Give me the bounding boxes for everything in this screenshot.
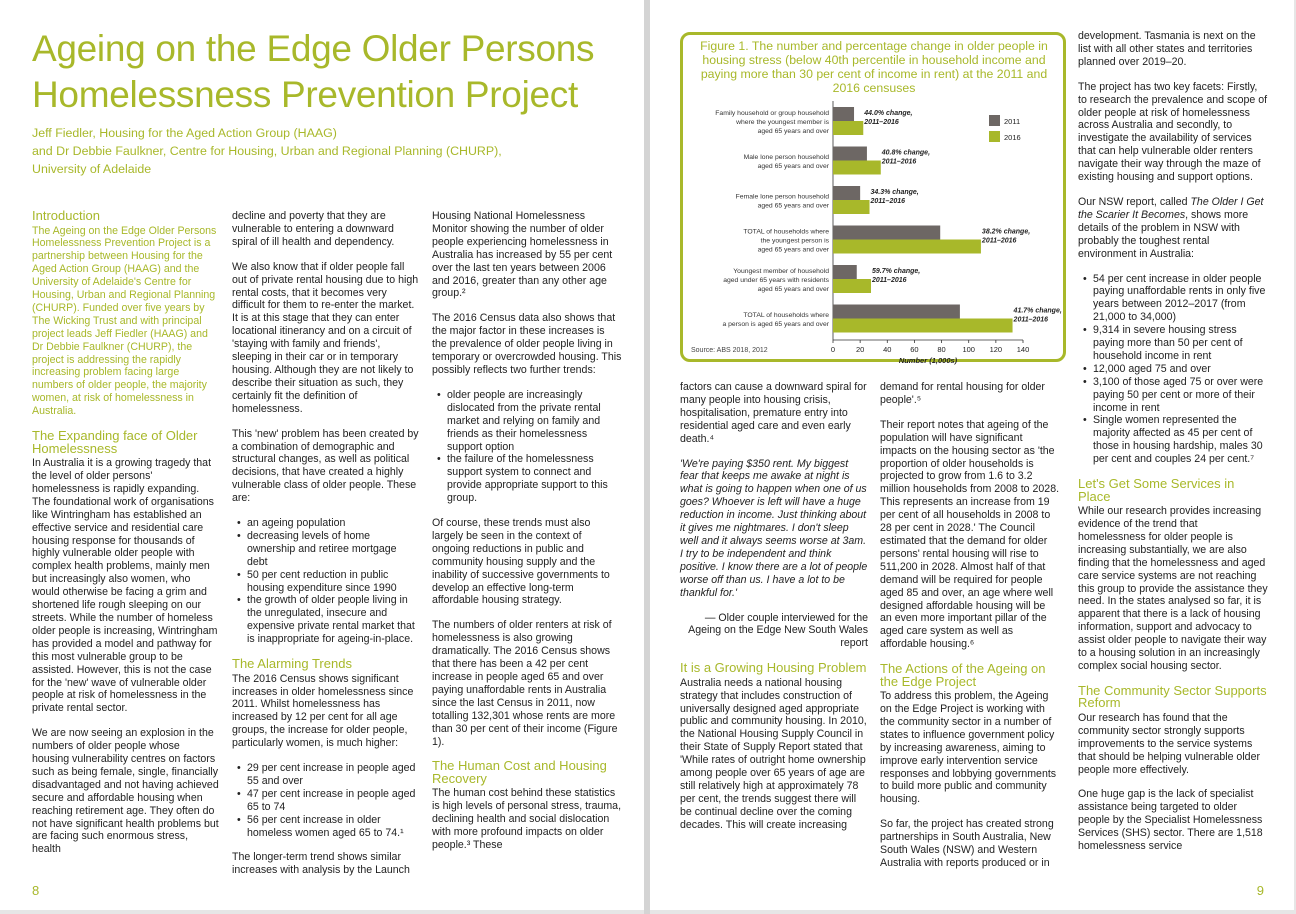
bar-2011 bbox=[833, 305, 960, 319]
figure-source: Source: ABS 2018, 2012 bbox=[691, 347, 768, 354]
paragraph: The 2016 Census shows significant increases in older homelessness since 2011. Whilst homelessness has increased by 12 per cent for all age groups, the increase for older people, particularly women, is much higher: bbox=[232, 672, 414, 750]
page-left bbox=[0, 0, 644, 910]
bar-2016 bbox=[833, 240, 981, 254]
paragraph: Of course, these trends must also largely be seen in the context of ongoing reductions in public and community housing supply and the inability of successive governments to develop an effective long-term affordable housing strategy. bbox=[432, 517, 610, 607]
change-annotation: 40.8% change, bbox=[881, 149, 931, 157]
category-label: aged 65 years and over bbox=[757, 286, 829, 293]
legend-label: 2016 bbox=[1004, 133, 1021, 142]
paragraph: To address this problem, the Ageing on the Edge Project is working with the community sector in a number of states to influence government policy by increasing awareness, aiming to improve early intervention service responses and lobbying governments to build more public and community housing. bbox=[880, 690, 1057, 806]
change-annotation: 38.2% change, bbox=[981, 228, 1031, 236]
report-title: The Older I Get the Scarier It Becomes bbox=[1078, 195, 1264, 221]
category-label: Youngest member of household bbox=[733, 268, 829, 275]
paragraph: demand for rental housing for older people'.⁵ bbox=[880, 381, 1045, 406]
list-item: • 3,100 of those aged 75 or over were paying 50 per cent or more of their income in rent bbox=[1078, 376, 1268, 415]
list-item: • 12,000 aged 75 and over bbox=[1078, 363, 1268, 376]
category-label: Female lone person household bbox=[735, 193, 829, 201]
paragraph: Our research has found that the community sector strongly supports improvements to the service systems that should be helping vulnerable older people more effectively. bbox=[1078, 711, 1260, 776]
change-annotation: 2011–2016 bbox=[864, 119, 899, 126]
x-axis-label: Number (1,000s) bbox=[898, 356, 958, 365]
x-tick-label: 0 bbox=[830, 345, 836, 354]
bar-2016 bbox=[833, 161, 881, 175]
change-annotation: 2011–2016 bbox=[1013, 316, 1049, 324]
heading-community-sector: The Community Sector Supports Reform bbox=[1078, 682, 1267, 711]
pull-quote: 'We're paying $350 rent. My biggest fear that keeps me awake at night is what is going to happen when one of us goes? Whoever is left will have a huge reduction in income. Just thinking about it gives me nightmares. I don't sleep well and it always seems worse at 3am. I try to be independent and think positive. I know there are a lot of people worse off than us. I have a lot to be thankful for.' bbox=[680, 457, 868, 599]
bullet-list bbox=[432, 389, 622, 505]
page-number: 8 bbox=[32, 883, 40, 898]
quote-attribution: — Older couple interviewed for the Ageing on the Edge New South Wales report bbox=[688, 611, 868, 650]
category-label: aged 65 years and over bbox=[757, 202, 829, 210]
category-label: aged 65 years and over bbox=[757, 128, 829, 135]
paragraph: The project has two key facets: Firstly, to research the prevalence and scope of older people at risk of homelessness across Australia and secondly, to investigate the availability of services that can help vulnerable older renters navigate their way through the maze of existing housing and support options. bbox=[1078, 80, 1268, 184]
list-item: • 9,314 in severe housing stress paying more than 50 per cent of household income in rent bbox=[1078, 324, 1268, 363]
heading-actions: The Actions of the Ageing on the Edge Project bbox=[880, 661, 1046, 689]
category-label: aged 65 years and over bbox=[757, 163, 829, 170]
list-item: • 47 per cent increase in people aged 65 to 74 bbox=[232, 788, 420, 814]
figure-title: Figure 1. The number and percentage change in older people in housing stress (below 40th percentile in household income and paying more than 30 per cent of income in rent) at the 2011 and 2016 censuses bbox=[700, 39, 1048, 95]
heading-alarming-trends: The Alarming Trends bbox=[232, 656, 352, 672]
bar-2011 bbox=[833, 226, 940, 240]
bar-2016 bbox=[833, 200, 870, 214]
paragraph: Australia needs a national housing strategy that includes construction of universally designed aged appropriate public and community housing. In 2010, the National Housing Supply Council in their State of Supply Report stated that 'While rates of outright home ownership among people over 65 years of age are still relatively high at approximately 78 per cent, the trends suggest there will be continual decline over the coming decades. This will create increasing bbox=[680, 676, 867, 831]
x-tick-label: 40 bbox=[883, 345, 892, 354]
text-run: , shows more details of the problem in NSW with probably the toughest rental environment in Australia: bbox=[1078, 208, 1249, 260]
paragraph: The human cost behind these statistics is high levels of personal stress, trauma, declining health and social dislocation with more profound impacts on older people.³ These bbox=[432, 787, 622, 852]
list-item: • 50 per cent reduction in public housing expenditure since 1990 bbox=[232, 569, 420, 595]
left-column-1 bbox=[32, 210, 219, 868]
text-run: Our NSW report, called bbox=[1078, 195, 1191, 208]
list-item: • 56 per cent increase in older homeless women aged 65 to 74.¹ bbox=[232, 814, 420, 840]
bar-chart bbox=[683, 35, 1063, 365]
bar-2011 bbox=[833, 147, 867, 161]
list-item: • the failure of the homelessness support system to connect and provide appropriate support to this group. bbox=[432, 453, 622, 505]
right-column-2 bbox=[880, 381, 1060, 882]
right-column-1 bbox=[680, 381, 868, 844]
change-annotation: 2011–2016 bbox=[881, 158, 917, 166]
heading-introduction: Introduction bbox=[32, 208, 100, 223]
category-label: the youngest person is bbox=[760, 237, 829, 245]
paragraph: Housing National Homelessness Monitor showing the number of older people experiencing homelessness in Australia has increased by 55 per cent over the last ten years between 2006 and 2016, greater than any other age group.² bbox=[432, 210, 613, 300]
category-label: a person is aged 65 years and over bbox=[722, 321, 829, 328]
x-tick-label: 20 bbox=[855, 345, 865, 354]
figure-1 bbox=[680, 32, 1066, 365]
paragraph: So far, the project has created strong partnerships in South Australia, New South Wales (NSW) and Western Australia with reports produced or in bbox=[880, 818, 1054, 869]
change-annotation: 2011–2016 bbox=[870, 198, 906, 205]
paragraph: Their report notes that ageing of the population will have significant impacts on the housing sector as 'the proportion of older households is projected to grow from 1.6 to 3.2 million households from 2008 to 2028. This represents an increase from 19 per cent of all households in 2008 to 28 per cent in 2028.' The Council estimated that the demand for older persons' rental housing will rise to 511,200 in 2028. Almost half of that demand will be required for people aged 85 and over, an age where well designed affordable housing will be an even more important pillar of the aged care system as well as affordable housing.⁶ bbox=[880, 418, 1060, 651]
legend-swatch bbox=[989, 131, 1000, 142]
bar-2011 bbox=[833, 107, 854, 121]
authors bbox=[32, 124, 592, 178]
page-right bbox=[650, 0, 1294, 910]
paragraph: decline and poverty that they are vulnerable to entering a downward spiral of ill health and dependency. bbox=[232, 210, 395, 248]
paragraph: The numbers of older renters at risk of homelessness is also growing dramatically. The 2016 Census shows that there has been a 42 per cent increase in people aged 65 and over paying unaffordable rents in Australia since the last Census in 2011, now totalling 132,301 whose rents are more than 30 per cent of their income (Figure 1). bbox=[432, 619, 618, 748]
x-tick-label: 120 bbox=[989, 345, 1003, 354]
left-column-2 bbox=[232, 210, 420, 889]
paragraph: The 2016 Census data also shows that the major factor in these increases is the prevalence of older people living in temporary or overcrowded housing. This possibly reflects two further trends: bbox=[432, 312, 622, 376]
page-number: 9 bbox=[1256, 883, 1264, 898]
paragraph: The longer-term trend shows similar increases with analysis by the Launch bbox=[232, 851, 410, 877]
legend-swatch bbox=[989, 115, 1000, 126]
category-label: Male lone person household bbox=[743, 154, 829, 161]
bar-2011 bbox=[833, 265, 857, 279]
x-tick-label: 140 bbox=[1016, 345, 1030, 354]
category-label: where the youngest member is bbox=[736, 119, 829, 126]
list-item: • an ageing population bbox=[232, 517, 420, 530]
paragraph: In Australia it is a growing tragedy that the level of older persons' homelessness is rapidly expanding. The foundational work of organisations like Wintringham has established an effective service and residential care housing response for thousands of highly vulnerable older people with complex health problems, mainly men but increasingly also women, who would otherwise be facing a grim and shortened life rough sleeping on our streets. While the number of homeless older people is increasing, Wintringham has provided a model and pathway for this most vulnerable group to be assisted. However, this is not the case for the 'new' wave of vulnerable older people at risk of homelessness in the private rental sector. bbox=[32, 457, 218, 715]
paragraph: One huge gap is the lack of specialist assistance being targeted to older people by the Specialist Homelessness Services (SHS) sector. There are 1,518 homelessness service bbox=[1078, 788, 1263, 853]
paragraph: While our research provides increasing evidence of the trend that homelessness for older people is increasing substantially, we are also finding that the homelessness and aged care service systems are not reaching this group to provide the assistance they need. In the states analysed so far, it is apparent that there is a lack of housing information, support and advocacy to assist older people to navigate their way to a housing solution in an increasingly complex social housing sector. bbox=[1078, 505, 1268, 672]
paragraph: We also know that if older people fall out of private rental housing due to high rental costs, that it becomes very difficult for them to re-enter the market. It is at this stage that they can enter locational itinerancy and on a circuit of 'staying with family and friends', sleeping in their car or in temporary housing. Although they are not likely to describe their situation as such, they certainly fit the definition of homelessness. bbox=[232, 260, 419, 415]
legend-label: 2011 bbox=[1004, 117, 1021, 126]
intro-paragraph: The Ageing on the Edge Older Persons Homelessness Prevention Project is a partnership between Housing for the Aged Action Group (HAAG) and the University of Adelaide's Centre for Housing, Urban and Regional Planning (CHURP). Funded over five years by The Wicking Trust and with principal project leads Jeff Fiedler (HAAG) and Dr Debbie Faulkner (CHURP), the project is addressing the rapidly increasing problem facing large numbers of older people, the majority women, at risk of homelessness in Australia. bbox=[32, 224, 217, 418]
bullet-list bbox=[232, 762, 420, 839]
change-annotation: 59.7% change, bbox=[872, 268, 921, 275]
change-annotation: 2011–2016 bbox=[981, 237, 1017, 245]
x-tick-label: 60 bbox=[910, 345, 919, 354]
author-line: Jeff Fiedler, Housing for the Aged Action Group (HAAG) bbox=[32, 126, 337, 140]
x-tick-label: 80 bbox=[937, 345, 946, 354]
paragraph: development. Tasmania is next on the list with all other states and territories planned over 2019–20. bbox=[1078, 30, 1256, 68]
list-item: • the growth of older people living in the unregulated, insecure and expensive private rental market that is inappropriate for ageing-in-place. bbox=[232, 594, 420, 646]
x-tick-label: 100 bbox=[962, 345, 975, 354]
category-label: aged 65 years and over bbox=[757, 246, 829, 254]
left-column-3 bbox=[432, 210, 622, 864]
bar-2016 bbox=[833, 279, 871, 293]
category-label: TOTAL of households where bbox=[743, 228, 829, 236]
list-item: • Single women represented the majority affected as 45 per cent of those in housing hardship, males 30 per cent and couples 24 per cent.⁷ bbox=[1078, 414, 1268, 466]
heading-services: Let's Get Some Services in Place bbox=[1078, 476, 1235, 504]
list-item: • decreasing levels of home ownership and retiree mortgage debt bbox=[232, 530, 420, 569]
paragraph: This 'new' problem has been created by a combination of demographic and structural changes, as well as political decisions, that have created a highly vulnerable class of older people. These are: bbox=[232, 427, 419, 505]
bullet-list bbox=[1078, 273, 1268, 467]
change-annotation: 34.3% change, bbox=[870, 189, 919, 196]
change-annotation: 41.7% change, bbox=[1013, 307, 1062, 315]
list-item: • 54 per cent increase in older people paying unaffordable rents in only five years between 2012–2017 (from 21,000 to 34,000) bbox=[1078, 273, 1268, 325]
change-annotation: 2011–2016 bbox=[872, 277, 907, 284]
paragraph: factors can cause a downward spiral for many people into housing crisis, hospitalisation, premature entry into residential aged care and even early death.⁴ bbox=[680, 381, 867, 445]
list-item: • older people are increasingly dislocated from the private rental market and relying on family and friends as their homelessness support option bbox=[432, 389, 622, 454]
author-line: University of Adelaide bbox=[32, 162, 152, 176]
bar-2016 bbox=[833, 121, 863, 135]
paragraph bbox=[1078, 196, 1268, 261]
bar-2016 bbox=[833, 319, 1013, 333]
category-label: aged under 65 years with residents bbox=[723, 277, 829, 284]
category-label: Family household or group household bbox=[715, 110, 829, 117]
article-title: Ageing on the Edge Older Persons Homelessness Prevention Project bbox=[32, 28, 595, 115]
author-line: and Dr Debbie Faulkner, Centre for Housing, Urban and Regional Planning (CHURP), bbox=[32, 144, 502, 158]
heading-human-cost: The Human Cost and Housing Recovery bbox=[432, 758, 607, 786]
heading-expanding-face: The Expanding face of Older Homelessness bbox=[32, 428, 198, 456]
bar-2011 bbox=[833, 186, 860, 200]
paragraph: We are now seeing an explosion in the numbers of older people whose housing vulnerability centres on factors such as being female, single, financially disadvantaged and not having achieved secure and affordable housing when reaching retirement age. They often do not have significant health problems but are facing such enormous stress, health bbox=[32, 727, 219, 856]
change-annotation: 44.0% change, bbox=[864, 110, 913, 117]
category-label: TOTAL of households where bbox=[743, 312, 829, 319]
right-column-3 bbox=[1078, 30, 1268, 865]
bullet-list bbox=[232, 517, 420, 646]
heading-growing-problem: It is a Growing Housing Problem bbox=[680, 660, 867, 676]
list-item: • 29 per cent increase in people aged 55 and over bbox=[232, 762, 420, 788]
